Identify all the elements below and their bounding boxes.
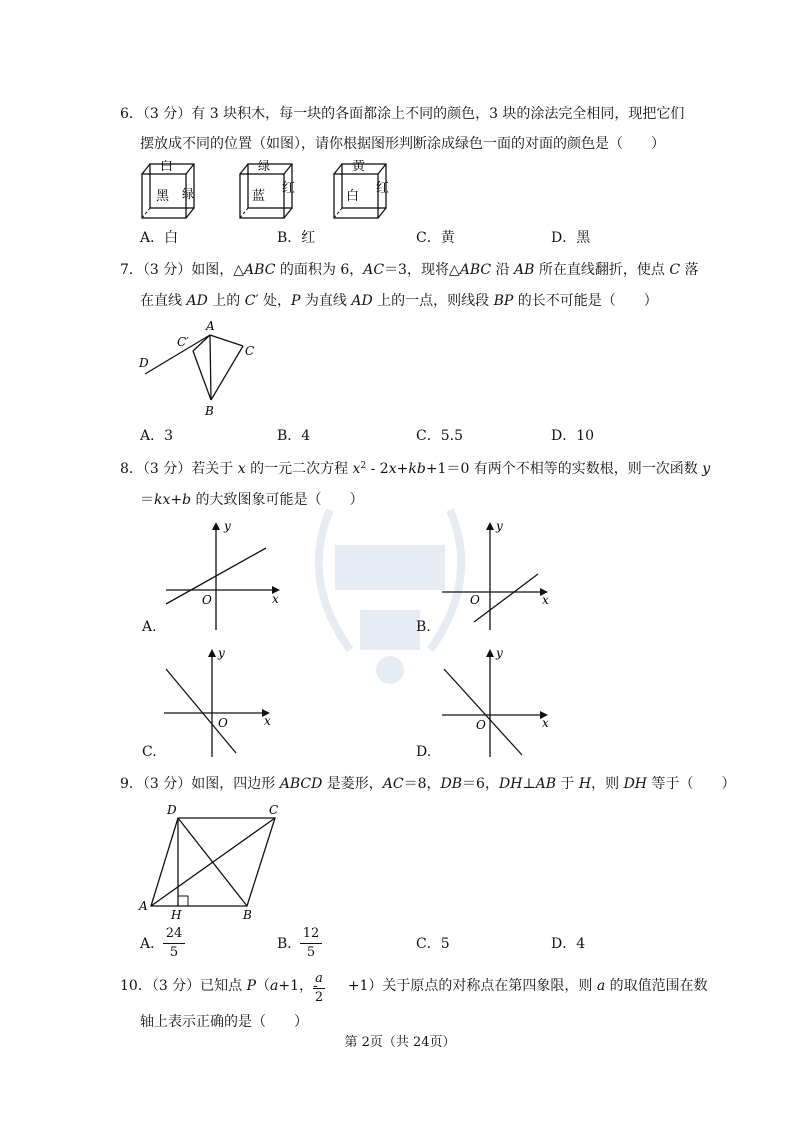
q9-rhombus-figure: [135, 802, 290, 920]
svg-text:y: y: [224, 519, 231, 533]
q7-option-a[interactable]: A．3: [140, 428, 174, 444]
q8-graph-c: [160, 645, 280, 763]
svg-text:x: x: [264, 714, 271, 728]
q6-cube-1: [138, 160, 198, 222]
q6-line-2: 摆放成不同的位置（如图），请你根据图形判断涂成绿色一面的对面的颜色是（ ）: [140, 136, 665, 152]
q9-option-b-fraction: 12 5: [300, 926, 322, 961]
q9-label-d: D: [167, 803, 177, 817]
q6-cube2-front: 蓝: [252, 189, 266, 204]
q7-line-1: 7．（3 分）如图，△ABC 的面积为 6，AC＝3，现将△ABC 沿 AB 所在直线翻折，使点 C 落: [120, 262, 699, 278]
q10-fraction: a 2: [314, 971, 324, 1005]
q8-graph-d: [438, 645, 558, 763]
q9-label-h: H: [171, 908, 182, 920]
q7-label-d: D: [139, 356, 149, 370]
q6-cube1-side: 绿: [182, 187, 195, 201]
q7-label-a: A: [206, 319, 215, 333]
q6-option-a[interactable]: A．白: [140, 230, 179, 246]
svg-text:x: x: [542, 716, 549, 730]
q7-figure: [135, 318, 265, 418]
svg-text:x: x: [542, 593, 549, 607]
q7-option-c[interactable]: C．5.5: [416, 428, 463, 444]
svg-text:O: O: [470, 593, 480, 607]
q6-option-c[interactable]: C．黄: [416, 230, 455, 246]
q9-label-a: A: [139, 899, 148, 913]
q6-cube3-front: 白: [346, 189, 360, 204]
page-footer: 第 2页（共 24页）: [344, 1035, 456, 1050]
svg-text:x: x: [272, 592, 279, 606]
q7-label-b: B: [205, 404, 214, 418]
q7-label-cprime: C′: [177, 335, 189, 349]
q8-graph-b: [438, 518, 558, 636]
q6-cube3-top: 黄: [352, 160, 366, 174]
q7-option-b[interactable]: B．4: [277, 428, 311, 444]
q9-line-1: 9．（3 分）如图，四边形 ABCD 是菱形，AC＝8，DB＝6，DH⊥AB 于 H，则 DH 等于（ ）: [120, 776, 736, 792]
q8-line-1: 8．（3 分）若关于 x 的一元二次方程 $x^2 - 2x+kb+1=0$ 有两个不相等的实数根，则一次函数 y: [120, 461, 711, 477]
q6-option-b[interactable]: B．红: [277, 230, 316, 246]
q6-cube2-side: 红: [282, 181, 296, 196]
q9-option-a[interactable]: A．: [140, 936, 165, 952]
svg-text:O: O: [218, 716, 228, 730]
q6-cube1-top: 白: [160, 160, 174, 174]
q6-option-d[interactable]: D．黑: [551, 230, 591, 246]
q8-option-b[interactable]: B.: [416, 619, 431, 635]
q6-cube-2: [236, 160, 298, 222]
svg-text:O: O: [476, 718, 486, 732]
q9-option-d[interactable]: D．4: [551, 936, 586, 952]
q9-option-b[interactable]: B．: [277, 936, 302, 952]
q8-option-a[interactable]: A.: [142, 619, 157, 635]
svg-text:y: y: [496, 519, 503, 533]
q8-option-d[interactable]: D.: [416, 744, 432, 760]
q6-cube2-top: 绿: [258, 160, 271, 173]
svg-text:y: y: [496, 646, 503, 660]
q7-option-d[interactable]: D．10: [551, 428, 595, 444]
q9-option-c[interactable]: C．5: [416, 936, 450, 952]
q8-option-c[interactable]: C.: [142, 744, 157, 760]
q10-line-2: 轴上表示正确的是（ ）: [140, 1014, 308, 1030]
q9-label-c: C: [269, 803, 279, 817]
q8-line-2: ＝kx+b 的大致图象可能是（ ）: [140, 492, 364, 508]
q6-line-1: 6．（3 分）有 3 块积木，每一块的各面都涂上不同的颜色，3 块的涂法完全相同，现把它们: [120, 106, 685, 122]
q10-line-1: 10．（3 分）已知点 P（a+1，- +1）关于原点的对称点在第四象限，则 a 的取值范围在数: [120, 978, 708, 994]
q6-cube1-front: 黑: [156, 189, 170, 204]
q9-option-a-fraction: 24 5: [163, 926, 185, 961]
svg-text:O: O: [202, 593, 212, 607]
q7-line-2: 在直线 AD 上的 C′ 处，P 为直线 AD 上的一点，则线段 BP 的长不可能是（ ）: [140, 293, 658, 309]
q8-graph-a: [160, 518, 290, 636]
svg-text:y: y: [218, 646, 225, 660]
q7-label-c: C: [245, 344, 255, 358]
q9-label-b: B: [243, 908, 252, 920]
q6-cube-3: [330, 160, 392, 222]
q6-cube3-side: 红: [376, 181, 390, 196]
